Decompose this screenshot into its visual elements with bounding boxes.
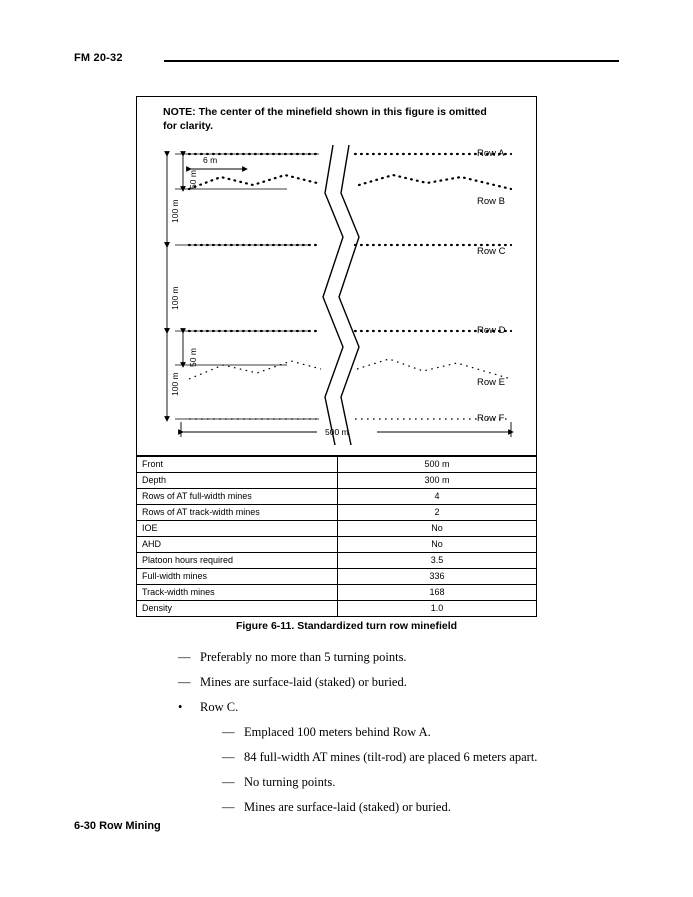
table-row	[137, 553, 537, 569]
dim-spacing-6m: 6 m	[203, 155, 218, 165]
dim-100m-top: 100 m	[170, 199, 180, 223]
list-item	[222, 795, 620, 820]
list-item	[222, 720, 620, 745]
spec-label: Depth	[137, 473, 338, 489]
dim-50m-bottom: 50 m	[188, 348, 198, 367]
manual-number: FM 20-32	[74, 52, 123, 64]
table-row	[137, 601, 537, 617]
spec-value: 2	[338, 505, 537, 521]
list-item	[178, 695, 620, 720]
list-marker: —	[222, 725, 235, 739]
list-marker: —	[222, 800, 235, 814]
list-item-text: No turning points.	[244, 775, 336, 789]
row-label-c: Row C	[477, 246, 506, 257]
spec-value: No	[338, 521, 537, 537]
list-marker: —	[222, 775, 235, 789]
spec-value: 3.5	[338, 553, 537, 569]
list-item-text: Row C.	[200, 700, 239, 714]
list-marker: —	[222, 750, 235, 764]
spec-label: Platoon hours required	[137, 553, 338, 569]
table-row	[137, 505, 537, 521]
spec-value: 168	[338, 585, 537, 601]
list-item	[222, 770, 620, 795]
list-item-text: Preferably no more than 5 turning points.	[200, 650, 407, 664]
list-item-text: Mines are surface-laid (staked) or buried.	[244, 800, 451, 814]
minefield-spec-table	[136, 456, 537, 617]
list-item	[178, 645, 620, 670]
list-item-text: 84 full-width AT mines (tilt-rod) are placed 6 meters apart.	[244, 750, 538, 764]
table-row	[137, 457, 537, 473]
dim-100m-mid: 100 m	[170, 286, 180, 310]
table-row	[137, 569, 537, 585]
list-item-text: Mines are surface-laid (staked) or buried.	[200, 675, 407, 689]
spec-value: 1.0	[338, 601, 537, 617]
spec-label: Rows of AT track-width mines	[137, 505, 338, 521]
spec-label: Front	[137, 457, 338, 473]
figure-caption: Figure 6-11. Standardized turn row minefield	[235, 620, 458, 632]
dim-100m-bottom: 100 m	[170, 372, 180, 396]
spec-label: Track-width mines	[137, 585, 338, 601]
table-row	[137, 537, 537, 553]
spec-label: AHD	[137, 537, 338, 553]
table-row	[137, 489, 537, 505]
list-marker: —	[178, 650, 191, 664]
list-marker: —	[178, 675, 191, 689]
row-label-d: Row D	[477, 325, 506, 336]
spec-value: 4	[338, 489, 537, 505]
spec-label: Full-width mines	[137, 569, 338, 585]
list-item	[222, 745, 620, 770]
table-row	[137, 585, 537, 601]
spec-value: 300 m	[338, 473, 537, 489]
row-label-e: Row E	[477, 377, 505, 388]
list-item-text: Emplaced 100 meters behind Row A.	[244, 725, 431, 739]
row-label-a: Row A	[477, 148, 505, 159]
table-row	[137, 473, 537, 489]
spec-value: 336	[338, 569, 537, 585]
page-header	[74, 52, 619, 72]
spec-label: Density	[137, 601, 338, 617]
dim-50m-top: 50 m	[188, 170, 198, 189]
body-text-list	[178, 645, 620, 820]
spec-label: IOE	[137, 521, 338, 537]
figure-note: NOTE: The center of the minefield shown in this figure is omitted for clarity.	[163, 106, 487, 132]
spec-value: 500 m	[338, 457, 537, 473]
header-rule	[164, 60, 619, 62]
page-footer: 6-30 Row Mining	[74, 820, 161, 832]
list-marker: •	[178, 700, 183, 714]
row-label-f: Row F	[477, 413, 505, 424]
table-row	[137, 521, 537, 537]
spec-label: Rows of AT full-width mines	[137, 489, 338, 505]
row-label-b: Row B	[477, 196, 505, 207]
spec-value: No	[338, 537, 537, 553]
list-item	[178, 670, 620, 695]
dim-front-500m: 500 m	[325, 427, 349, 437]
figure-container	[136, 96, 537, 456]
